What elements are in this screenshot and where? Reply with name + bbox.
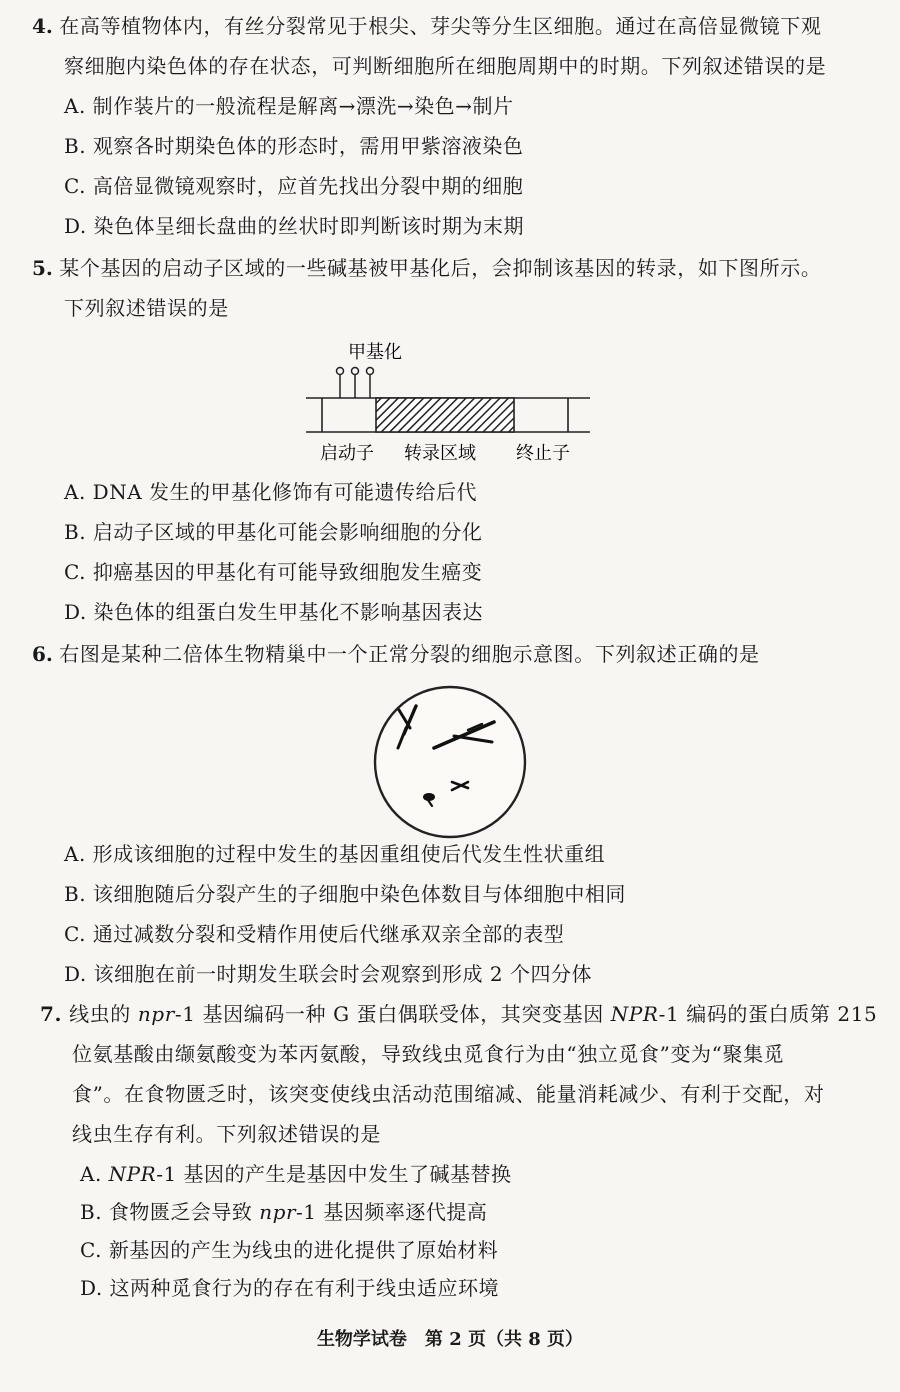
terminator-label: 终止子	[516, 443, 570, 464]
q6-stem-line1: 6. 右图是某种二倍体生物精巢中一个正常分裂的细胞示意图。下列叙述正确的是	[32, 642, 760, 666]
page-footer: 生物学试卷 第 2 页（共 8 页）	[316, 1329, 584, 1350]
q4-option-c: C. 高倍显微镜观察时，应首先找出分裂中期的细胞	[64, 174, 524, 198]
q7-stem-line3: 食”。在食物匮乏时，该突变使线虫活动范围缩减、能量消耗减少、有利于交配，对	[72, 1082, 825, 1106]
q4-option-d: D. 染色体呈细长盘曲的丝状时即判断该时期为末期	[64, 214, 525, 238]
q7-option-a: A. NPR-1 基因的产生是基因中发生了碱基替换	[80, 1162, 512, 1186]
q6-option-d: D. 该细胞在前一时期发生联会时会观察到形成 2 个四分体	[64, 962, 592, 986]
cell-membrane	[375, 687, 525, 837]
q7-number: 7.	[40, 1002, 63, 1026]
q5-option-a: A. DNA 发生的甲基化修饰有可能遗传给后代	[64, 480, 478, 504]
q7-stem-line4: 线虫生存有利。下列叙述错误的是	[72, 1122, 381, 1146]
q4-option-a: A. 制作装片的一般流程是解离→漂洗→染色→制片	[64, 94, 514, 118]
q7-option-c: C. 新基因的产生为线虫的进化提供了原始材料	[80, 1238, 499, 1262]
q5-option-c: C. 抑癌基因的甲基化有可能导致细胞发生癌变	[64, 560, 483, 584]
q4-stem-line1: 4. 在高等植物体内，有丝分裂常见于根尖、芽尖等分生区细胞。通过在高倍显微镜下观	[32, 14, 822, 38]
methyl-group-3	[367, 368, 374, 399]
transcription-region-box	[376, 398, 514, 432]
q7-stem-line2: 位氨基酸由缬氨酸变为苯丙氨酸，导致线虫觅食行为由“独立觅食”变为“聚集觅	[72, 1042, 785, 1066]
q6-option-a: A. 形成该细胞的过程中发生的基因重组使后代发生性状重组	[64, 842, 606, 866]
q6-option-b: B. 该细胞随后分裂产生的子细胞中染色体数目与体细胞中相同	[64, 882, 626, 906]
q6-number: 6.	[32, 642, 53, 666]
q5-number: 5.	[32, 256, 53, 280]
gene-NPR: NPR	[610, 1002, 659, 1026]
q4-number: 4.	[32, 14, 53, 38]
gene-npr: npr	[137, 1002, 175, 1026]
methyl-group-1	[337, 368, 344, 399]
q7-option-b: B. 食物匮乏会导致 npr-1 基因频率逐代提高	[80, 1200, 488, 1224]
q4-stem-line2: 察细胞内染色体的存在状态，可判断细胞所在细胞周期中的时期。下列叙述错误的是	[64, 54, 827, 78]
q5-option-d: D. 染色体的组蛋白发生甲基化不影响基因表达	[64, 600, 484, 624]
q4-option-b: B. 观察各时期染色体的形态时，需用甲紫溶液染色	[64, 134, 524, 158]
promoter-label: 启动子	[320, 443, 374, 464]
q5-option-b: B. 启动子区域的甲基化可能会影响细胞的分化	[64, 520, 483, 544]
q7-stem-line1: 7. 线虫的 npr-1 基因编码一种 G 蛋白偶联受体，其突变基因 NPR-1 编码的蛋白质第 215	[40, 1002, 878, 1026]
q5-stem-line2: 下列叙述错误的是	[64, 296, 229, 320]
gene-methylation-diagram	[300, 334, 600, 470]
q7-option-d: D. 这两种觅食行为的存在有利于线虫适应环境	[80, 1276, 500, 1300]
transcription-region-label: 转录区域	[404, 443, 476, 464]
cell-division-diagram	[372, 684, 528, 840]
q6-option-c: C. 通过减数分裂和受精作用使后代继承双亲全部的表型	[64, 922, 565, 946]
methyl-label: 甲基化	[348, 342, 402, 363]
methyl-group-2	[352, 368, 359, 399]
q5-stem-line1: 5. 某个基因的启动子区域的一些碱基被甲基化后，会抑制该基因的转录，如下图所示。	[32, 256, 822, 280]
